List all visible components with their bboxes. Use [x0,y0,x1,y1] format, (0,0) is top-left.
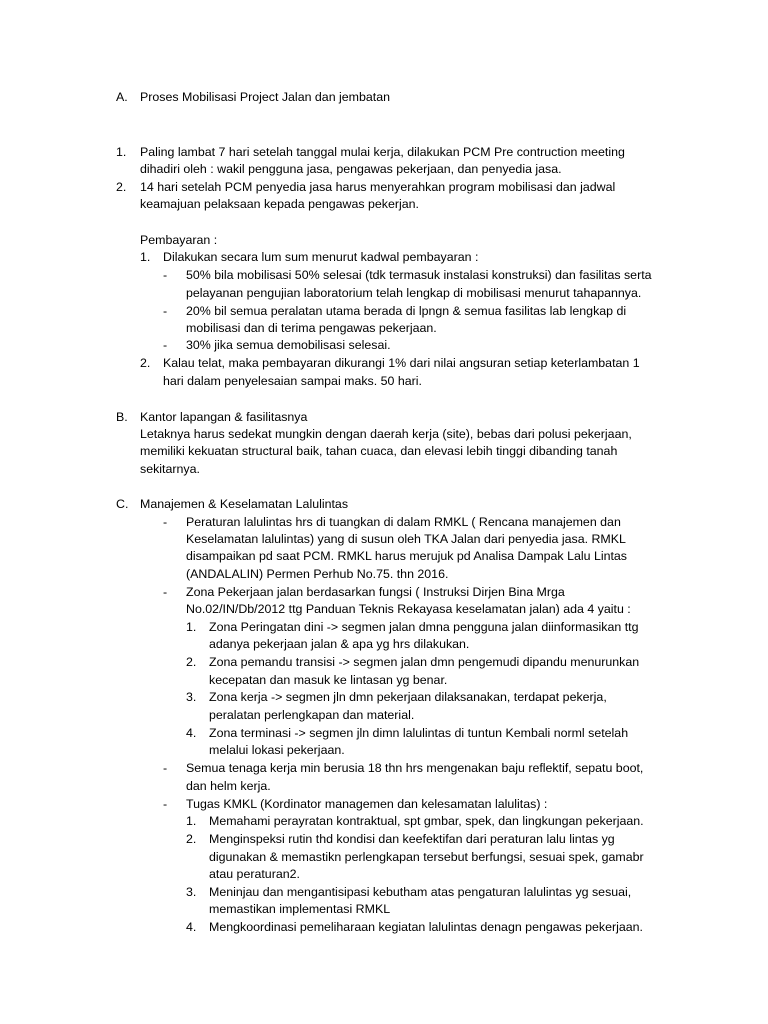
list-item-line: Meninjau dan mengantisipasi kebutham atas pengaturan lalulintas yg sesuai, [209,885,632,899]
bullet-dash: - [163,797,168,811]
paragraph-line: sekitarnya. [140,462,200,476]
paragraph-line: Letaknya harus sedekat mungkin dengan daerah kerja (site), bebas dari polusi pekerjaan, [140,427,632,441]
list-item-line: Paling lambat 7 hari setelah tanggal mulai kerja, dilakukan PCM Pre contruction meeting [140,145,625,159]
list-number: 1. [116,145,127,159]
list-number: 2. [116,180,127,194]
list-item-line: Mengkoordinasi pemeliharaan kegiatan lalulintas denagn pengawas pekerjaan. [209,920,643,934]
list-item-line: memastikan implementasi RMKL [209,902,391,916]
list-number: 3. [186,885,197,899]
list-item-line: Dilakukan secara lum sum menurut kadwal pembayaran : [163,250,479,264]
section-b-heading: Kantor lapangan & fasilitasnya [140,410,308,424]
list-number: 1. [140,250,151,264]
payment-title: Pembayaran : [140,233,218,247]
list-item-line: Memahami perayratan kontraktual, spt gmbar, spek, dan lingkungan pekerjaan. [209,814,644,828]
bullet-line: disampaikan pd saat PCM. RMKL harus merujuk pd Analisa Dampak Lalu Lintas [186,549,628,563]
bullet-line: No.02/IN/Db/2012 ttg Panduan Teknis Rekayasa keselamatan jalan) ada 4 yaitu : [186,602,631,616]
list-item-line: Zona terminasi -> segmen jln dimn lalulintas di tuntun Kembali norml setelah [209,726,629,740]
list-item-line: hari dalam penyelesaian sampai maks. 50 hari. [163,374,422,388]
bullet-line: dan helm kerja. [186,779,271,793]
bullet-dash: - [163,515,168,529]
list-item-line: keamajuan pelaksaan kepada pengawas pekerjan. [140,197,419,211]
list-number: 2. [186,655,197,669]
list-item-line: dihadiri oleh : wakil pengguna jasa, pengawas pekerjaan, dan penyedia jasa. [140,162,562,176]
list-item-line: kecepatan dan masuk ke lintasan yg benar. [209,673,448,687]
list-item-line: Zona kerja -> segmen jln dmn pekerjaan dilaksanakan, terdapat pekerja, [209,690,607,704]
bullet-line: 30% jika semua demobilisasi selesai. [186,338,391,352]
bullet-line: mobilisasi dan di terima pengawas pekerjaan. [186,321,437,335]
bullet-line: Keselamatan lalulintas) yang di susun oleh TKA Jalan dari penyedia jasa. RMKL [186,532,626,546]
list-item-line: adanya pekerjaan jalan & apa yg hrs dilakukan. [209,637,470,651]
list-item-line: peralatan perlengkapan dan material. [209,708,415,722]
section-a-letter: A. [116,90,128,104]
bullet-line: Tugas KMKL (Kordinator managemen dan kelesamatan lalulitas) : [186,797,548,811]
list-number: 4. [186,726,197,740]
bullet-line: Zona Pekerjaan jalan berdasarkan fungsi ( Instruksi Dirjen Bina Mrga [186,585,565,599]
bullet-line: (ANDALALIN) Permen Perhub No.75. thn 2016. [186,567,449,581]
list-item-line: atau peraturan2. [209,867,300,881]
bullet-line: Semua tenaga kerja min berusia 18 thn hrs mengenakan baju reflektif, sepatu boot, [186,761,644,775]
list-number: 2. [186,832,197,846]
list-item-line: digunakan & memastikn perlengkapan tersebut berfungsi, sesuai spek, gamabr [209,850,644,864]
bullet-line: Peraturan lalulintas hrs di tuangkan di dalam RMKL ( Rencana manajemen dan [186,515,621,529]
list-item-line: 14 hari setelah PCM penyedia jasa harus menyerahkan program mobilisasi dan jadwal [140,180,616,194]
bullet-dash: - [163,761,168,775]
list-item-line: melalui lokasi pekerjaan. [209,743,345,757]
list-item-line: Zona pemandu transisi -> segmen jalan dmn pengemudi dipandu menurunkan [209,655,640,669]
paragraph-line: memiliki kekuatan structural baik, tahan cuaca, dan elevasi lebih tinggi dibanding tanah [140,444,618,458]
bullet-dash: - [163,338,168,352]
list-item-line: Menginspeksi rutin thd kondisi dan keefektifan dari peraturan lalu lintas yg [209,832,615,846]
bullet-line: 50% bila mobilisasi 50% selesai (tdk termasuk instalasi konstruksi) dan fasilitas serta [186,268,652,282]
list-item-line: Zona Peringatan dini -> segmen jalan dmna pengguna jalan diinformasikan ttg [209,620,639,634]
list-number: 1. [186,620,197,634]
list-number: 1. [186,814,197,828]
bullet-line: 20% bil semua peralatan utama berada di lpngn & semua fasilitas lab lengkap di [186,304,627,318]
section-c-heading: Manajemen & Keselamatan Lalulintas [140,497,349,511]
section-c-letter: C. [116,497,129,511]
bullet-dash: - [163,304,168,318]
list-number: 2. [140,356,151,370]
bullet-dash: - [163,585,168,599]
section-a-heading: Proses Mobilisasi Project Jalan dan jembatan [140,90,391,104]
bullet-line: pelayanan pengujian laboratorium telah lengkap di mobilisasi menurut tahapannya. [186,286,642,300]
list-number: 4. [186,920,197,934]
section-b-letter: B. [116,410,128,424]
list-item-line: Kalau telat, maka pembayaran dikurangi 1% dari nilai angsuran setiap keterlambatan 1 [163,356,640,370]
list-number: 3. [186,690,197,704]
bullet-dash: - [163,268,168,282]
